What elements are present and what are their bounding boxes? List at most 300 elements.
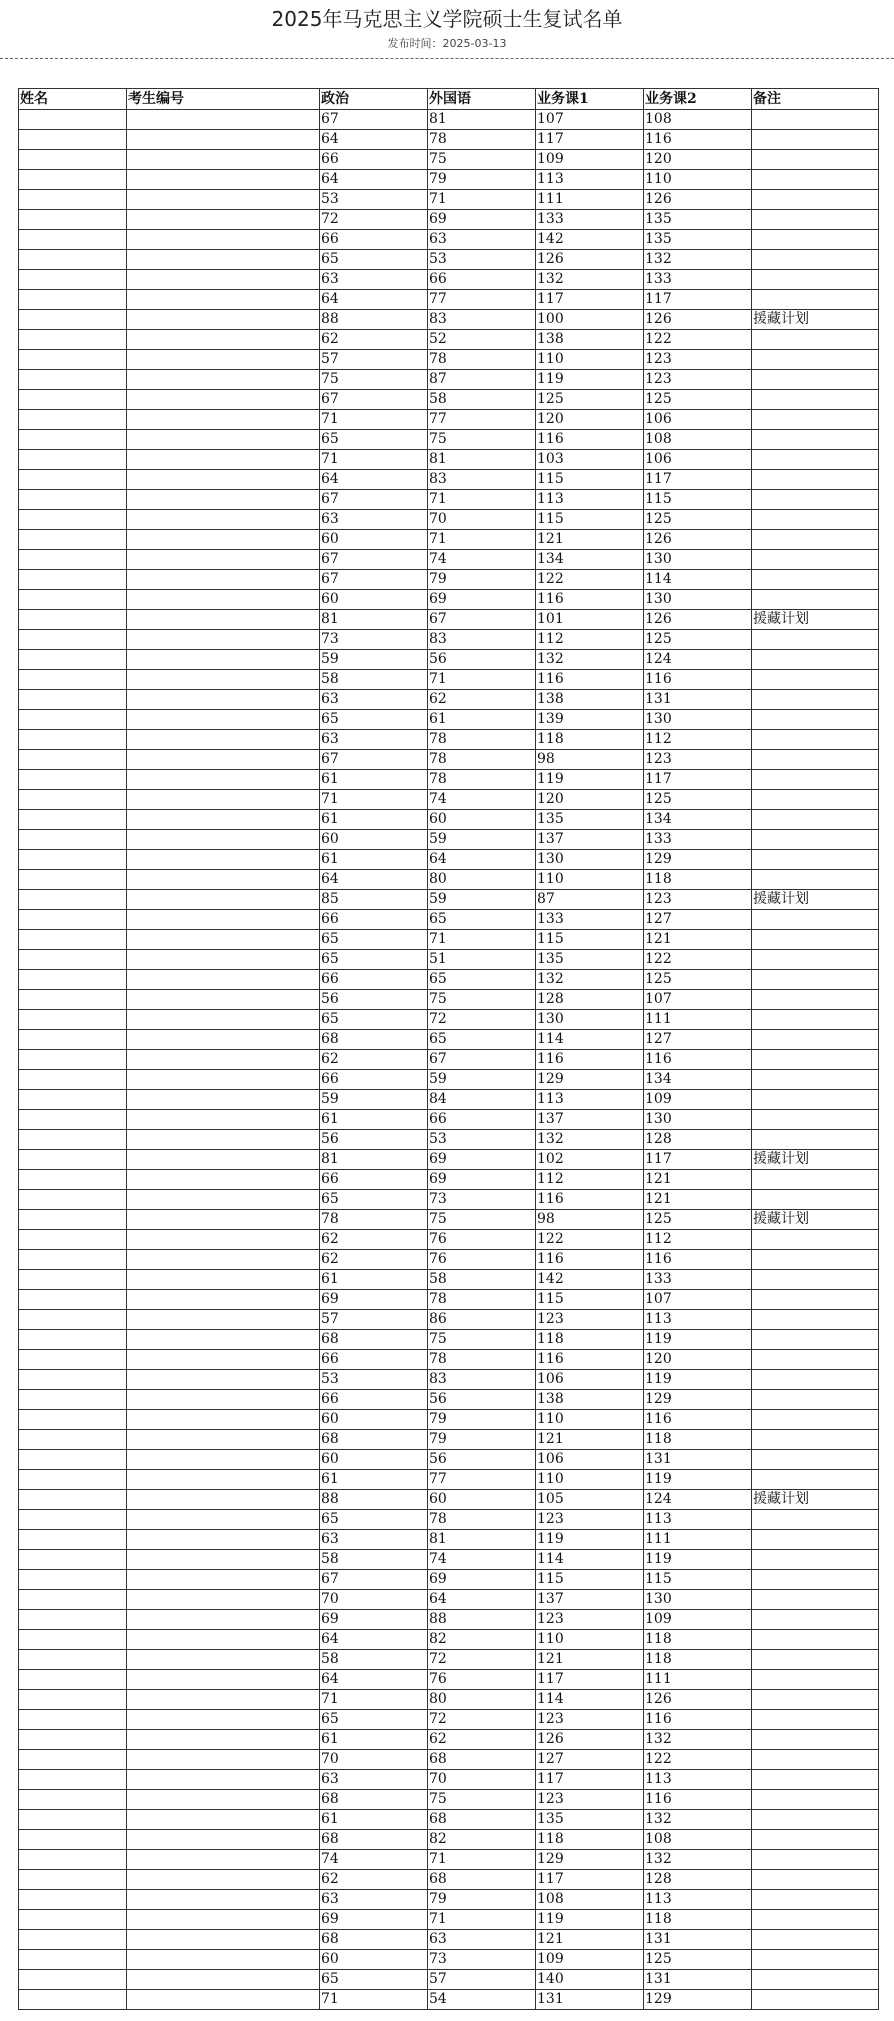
remarks-cell [752, 210, 879, 230]
table-row [19, 870, 879, 890]
table-row [19, 1670, 879, 1690]
subject-2-score-cell: 116 [644, 1250, 752, 1270]
politics-score-cell: 65 [320, 930, 428, 950]
subject-1-score-cell: 115 [536, 1290, 644, 1310]
exam-id-cell [127, 1850, 320, 1870]
candidate-name-cell [19, 1010, 127, 1030]
subject-2-score-cell: 122 [644, 950, 752, 970]
subject-2-score-cell: 109 [644, 1090, 752, 1110]
subject-2-score-cell: 113 [644, 1770, 752, 1790]
subject-1-score-cell: 109 [536, 1950, 644, 1970]
politics-score-cell: 68 [320, 1430, 428, 1450]
remarks-cell [752, 1950, 879, 1970]
remarks-cell: 援藏计划 [752, 890, 879, 910]
subject-2-score-cell: 121 [644, 930, 752, 950]
exam-id-cell [127, 110, 320, 130]
candidate-name-cell [19, 1890, 127, 1910]
subject-1-score-cell: 87 [536, 890, 644, 910]
remarks-cell [752, 1670, 879, 1690]
subject-2-score-cell: 118 [644, 1910, 752, 1930]
table-row [19, 1630, 879, 1650]
candidate-name-cell [19, 1510, 127, 1530]
candidate-name-cell [19, 590, 127, 610]
table-row [19, 1190, 879, 1210]
exam-id-cell [127, 230, 320, 250]
remarks-cell [752, 1550, 879, 1570]
remarks-cell [752, 1270, 879, 1290]
exam-id-cell [127, 570, 320, 590]
remarks-cell [752, 1190, 879, 1210]
exam-id-cell [127, 930, 320, 950]
remarks-cell [752, 1930, 879, 1950]
table-row [19, 210, 879, 230]
subject-2-score-cell: 125 [644, 510, 752, 530]
remarks-cell [752, 1030, 879, 1050]
subject-1-score-cell: 118 [536, 730, 644, 750]
candidate-name-cell [19, 1630, 127, 1650]
candidate-name-cell [19, 190, 127, 210]
table-row [19, 1470, 879, 1490]
candidate-name-cell [19, 1330, 127, 1350]
table-row [19, 1490, 879, 1510]
table-row [19, 1010, 879, 1030]
table-row [19, 1110, 879, 1130]
subject-1-score-cell: 121 [536, 1430, 644, 1450]
column-header-name: 姓名 [19, 89, 127, 110]
exam-id-cell [127, 1290, 320, 1310]
remarks-cell [752, 490, 879, 510]
candidate-name-cell [19, 1590, 127, 1610]
politics-score-cell: 71 [320, 450, 428, 470]
subject-2-score-cell: 126 [644, 610, 752, 630]
candidate-name-cell [19, 1790, 127, 1810]
subject-1-score-cell: 115 [536, 930, 644, 950]
candidate-name-cell [19, 790, 127, 810]
foreign-language-score-cell: 75 [428, 150, 536, 170]
subject-1-score-cell: 110 [536, 1410, 644, 1430]
subject-2-score-cell: 119 [644, 1470, 752, 1490]
subject-1-score-cell: 119 [536, 1910, 644, 1930]
subject-2-score-cell: 118 [644, 1650, 752, 1670]
exam-id-cell [127, 870, 320, 890]
politics-score-cell: 62 [320, 1230, 428, 1250]
politics-score-cell: 66 [320, 230, 428, 250]
foreign-language-score-cell: 76 [428, 1250, 536, 1270]
foreign-language-score-cell: 65 [428, 970, 536, 990]
remarks-cell [752, 130, 879, 150]
foreign-language-score-cell: 70 [428, 510, 536, 530]
foreign-language-score-cell: 79 [428, 1410, 536, 1430]
politics-score-cell: 68 [320, 1830, 428, 1850]
subject-2-score-cell: 122 [644, 330, 752, 350]
foreign-language-score-cell: 52 [428, 330, 536, 350]
politics-score-cell: 61 [320, 1730, 428, 1750]
politics-score-cell: 61 [320, 770, 428, 790]
subject-2-score-cell: 107 [644, 1290, 752, 1310]
politics-score-cell: 60 [320, 1950, 428, 1970]
table-row [19, 610, 879, 630]
remarks-cell [752, 1230, 879, 1250]
politics-score-cell: 67 [320, 490, 428, 510]
exam-id-cell [127, 530, 320, 550]
exam-id-cell [127, 1430, 320, 1450]
politics-score-cell: 56 [320, 990, 428, 1010]
exam-id-cell [127, 1570, 320, 1590]
subject-1-score-cell: 126 [536, 250, 644, 270]
exam-id-cell [127, 990, 320, 1010]
remarks-cell [752, 1690, 879, 1710]
table-row [19, 250, 879, 270]
remarks-cell [752, 630, 879, 650]
candidate-name-cell [19, 530, 127, 550]
table-row [19, 470, 879, 490]
table-row [19, 1090, 879, 1110]
subject-2-score-cell: 120 [644, 1350, 752, 1370]
politics-score-cell: 63 [320, 1530, 428, 1550]
candidate-name-cell [19, 110, 127, 130]
subject-1-score-cell: 135 [536, 810, 644, 830]
exam-id-cell [127, 1690, 320, 1710]
subject-1-score-cell: 115 [536, 1570, 644, 1590]
subject-1-score-cell: 118 [536, 1830, 644, 1850]
foreign-language-score-cell: 83 [428, 310, 536, 330]
candidate-name-cell [19, 1470, 127, 1490]
politics-score-cell: 67 [320, 750, 428, 770]
subject-1-score-cell: 121 [536, 1650, 644, 1670]
table-row [19, 1750, 879, 1770]
subject-1-score-cell: 120 [536, 410, 644, 430]
remarks-cell [752, 810, 879, 830]
table-row [19, 1270, 879, 1290]
subject-1-score-cell: 113 [536, 170, 644, 190]
subject-1-score-cell: 113 [536, 490, 644, 510]
table-row [19, 1570, 879, 1590]
candidate-name-cell [19, 1370, 127, 1390]
politics-score-cell: 67 [320, 550, 428, 570]
table-row [19, 770, 879, 790]
subject-2-score-cell: 130 [644, 710, 752, 730]
exam-id-cell [127, 1610, 320, 1630]
remarks-cell [752, 270, 879, 290]
subject-1-score-cell: 129 [536, 1850, 644, 1870]
foreign-language-score-cell: 88 [428, 1610, 536, 1630]
exam-id-cell [127, 950, 320, 970]
subject-1-score-cell: 126 [536, 1730, 644, 1750]
remarks-cell [752, 1910, 879, 1930]
subject-2-score-cell: 129 [644, 1990, 752, 2010]
remarks-cell [752, 1590, 879, 1610]
candidate-name-cell [19, 1110, 127, 1130]
subject-2-score-cell: 118 [644, 870, 752, 890]
subject-2-score-cell: 121 [644, 1190, 752, 1210]
exam-id-cell [127, 370, 320, 390]
exam-id-cell [127, 1130, 320, 1150]
exam-id-cell [127, 1990, 320, 2010]
subject-2-score-cell: 133 [644, 1270, 752, 1290]
subject-2-score-cell: 111 [644, 1670, 752, 1690]
foreign-language-score-cell: 71 [428, 1850, 536, 1870]
foreign-language-score-cell: 82 [428, 1830, 536, 1850]
remarks-cell [752, 510, 879, 530]
subject-2-score-cell: 135 [644, 230, 752, 250]
candidate-name-cell [19, 950, 127, 970]
subject-1-score-cell: 98 [536, 1210, 644, 1230]
column-header-subject-2: 业务课2 [644, 89, 752, 110]
remarks-cell [752, 790, 879, 810]
exam-id-cell [127, 1950, 320, 1970]
foreign-language-score-cell: 62 [428, 1730, 536, 1750]
table-row [19, 1150, 879, 1170]
subject-1-score-cell: 139 [536, 710, 644, 730]
subject-2-score-cell: 107 [644, 990, 752, 1010]
subject-1-score-cell: 110 [536, 870, 644, 890]
politics-score-cell: 88 [320, 310, 428, 330]
remarks-cell [752, 1370, 879, 1390]
candidate-name-cell [19, 1390, 127, 1410]
table-row [19, 1990, 879, 2010]
remarks-cell [752, 750, 879, 770]
politics-score-cell: 65 [320, 250, 428, 270]
candidate-name-cell [19, 970, 127, 990]
subject-1-score-cell: 117 [536, 130, 644, 150]
table-row [19, 1410, 879, 1430]
remarks-cell [752, 1410, 879, 1430]
candidate-name-cell [19, 1850, 127, 1870]
exam-id-cell [127, 1910, 320, 1930]
politics-score-cell: 63 [320, 690, 428, 710]
foreign-language-score-cell: 61 [428, 710, 536, 730]
subject-1-score-cell: 116 [536, 670, 644, 690]
subject-2-score-cell: 131 [644, 690, 752, 710]
subject-2-score-cell: 122 [644, 1750, 752, 1770]
subject-2-score-cell: 108 [644, 110, 752, 130]
foreign-language-score-cell: 77 [428, 1470, 536, 1490]
foreign-language-score-cell: 78 [428, 130, 536, 150]
foreign-language-score-cell: 78 [428, 1290, 536, 1310]
subject-2-score-cell: 132 [644, 250, 752, 270]
table-header-row [19, 89, 879, 110]
candidate-name-cell [19, 570, 127, 590]
candidate-name-cell [19, 1530, 127, 1550]
table-row [19, 490, 879, 510]
subject-1-score-cell: 123 [536, 1310, 644, 1330]
exam-id-cell [127, 1810, 320, 1830]
candidate-name-cell [19, 1210, 127, 1230]
candidate-name-cell [19, 490, 127, 510]
subject-1-score-cell: 112 [536, 630, 644, 650]
subject-2-score-cell: 123 [644, 890, 752, 910]
exam-id-cell [127, 710, 320, 730]
foreign-language-score-cell: 63 [428, 230, 536, 250]
foreign-language-score-cell: 75 [428, 990, 536, 1010]
remarks-cell [752, 850, 879, 870]
subject-2-score-cell: 128 [644, 1870, 752, 1890]
remarks-cell [752, 550, 879, 570]
subject-2-score-cell: 133 [644, 270, 752, 290]
politics-score-cell: 78 [320, 1210, 428, 1230]
exam-id-cell [127, 1030, 320, 1050]
candidate-name-cell [19, 1570, 127, 1590]
foreign-language-score-cell: 68 [428, 1810, 536, 1830]
subject-1-score-cell: 108 [536, 1890, 644, 1910]
table-row [19, 1970, 879, 1990]
remarks-cell [752, 710, 879, 730]
remarks-cell [752, 170, 879, 190]
candidate-name-cell [19, 1250, 127, 1270]
table-row [19, 1590, 879, 1610]
table-row [19, 1550, 879, 1570]
candidate-name-cell [19, 1770, 127, 1790]
subject-2-score-cell: 134 [644, 1070, 752, 1090]
subject-1-score-cell: 134 [536, 550, 644, 570]
foreign-language-score-cell: 65 [428, 1030, 536, 1050]
foreign-language-score-cell: 64 [428, 850, 536, 870]
remarks-cell [752, 1170, 879, 1190]
foreign-language-score-cell: 59 [428, 830, 536, 850]
politics-score-cell: 60 [320, 1450, 428, 1470]
remarks-cell [752, 1430, 879, 1450]
subject-2-score-cell: 116 [644, 130, 752, 150]
subject-1-score-cell: 123 [536, 1710, 644, 1730]
foreign-language-score-cell: 58 [428, 1270, 536, 1290]
table-row [19, 1050, 879, 1070]
politics-score-cell: 56 [320, 1130, 428, 1150]
politics-score-cell: 62 [320, 330, 428, 350]
exam-id-cell [127, 830, 320, 850]
exam-id-cell [127, 170, 320, 190]
foreign-language-score-cell: 77 [428, 290, 536, 310]
subject-1-score-cell: 115 [536, 470, 644, 490]
exam-id-cell [127, 470, 320, 490]
subject-1-score-cell: 111 [536, 190, 644, 210]
foreign-language-score-cell: 72 [428, 1010, 536, 1030]
subject-2-score-cell: 129 [644, 850, 752, 870]
table-row [19, 1510, 879, 1530]
subject-1-score-cell: 135 [536, 1810, 644, 1830]
candidate-name-cell [19, 250, 127, 270]
subject-1-score-cell: 114 [536, 1030, 644, 1050]
candidate-name-cell [19, 730, 127, 750]
publish-label: 发布时间： [387, 37, 443, 50]
candidate-name-cell [19, 1670, 127, 1690]
table-row [19, 1130, 879, 1150]
subject-2-score-cell: 109 [644, 1610, 752, 1630]
candidate-name-cell [19, 870, 127, 890]
remarks-cell: 援藏计划 [752, 1490, 879, 1510]
exam-id-cell [127, 450, 320, 470]
table-row [19, 990, 879, 1010]
foreign-language-score-cell: 68 [428, 1870, 536, 1890]
candidate-name-cell [19, 990, 127, 1010]
table-row [19, 890, 879, 910]
subject-2-score-cell: 112 [644, 1230, 752, 1250]
politics-score-cell: 63 [320, 510, 428, 530]
candidate-name-cell [19, 550, 127, 570]
table-row [19, 290, 879, 310]
table-row [19, 570, 879, 590]
table-row [19, 550, 879, 570]
candidate-name-cell [19, 890, 127, 910]
subject-2-score-cell: 128 [644, 1130, 752, 1150]
politics-score-cell: 53 [320, 190, 428, 210]
subject-2-score-cell: 119 [644, 1550, 752, 1570]
subject-1-score-cell: 132 [536, 970, 644, 990]
exam-id-cell [127, 630, 320, 650]
subject-1-score-cell: 103 [536, 450, 644, 470]
table-row [19, 810, 879, 830]
exam-id-cell [127, 770, 320, 790]
subject-2-score-cell: 126 [644, 530, 752, 550]
subject-1-score-cell: 132 [536, 650, 644, 670]
subject-2-score-cell: 106 [644, 450, 752, 470]
table-row [19, 1430, 879, 1450]
subject-1-score-cell: 117 [536, 1670, 644, 1690]
remarks-cell [752, 450, 879, 470]
subject-1-score-cell: 116 [536, 1190, 644, 1210]
column-header-subject-1: 业务课1 [536, 89, 644, 110]
table-row [19, 1890, 879, 1910]
subject-1-score-cell: 100 [536, 310, 644, 330]
subject-1-score-cell: 133 [536, 910, 644, 930]
politics-score-cell: 71 [320, 790, 428, 810]
candidate-name-cell [19, 1830, 127, 1850]
remarks-cell [752, 110, 879, 130]
candidate-name-cell [19, 1450, 127, 1470]
subject-2-score-cell: 126 [644, 310, 752, 330]
remarks-cell [752, 190, 879, 210]
subject-1-score-cell: 110 [536, 350, 644, 370]
politics-score-cell: 72 [320, 210, 428, 230]
politics-score-cell: 85 [320, 890, 428, 910]
remarks-cell [752, 370, 879, 390]
table-row [19, 1250, 879, 1270]
politics-score-cell: 65 [320, 1970, 428, 1990]
remarks-cell [752, 970, 879, 990]
table-row [19, 1770, 879, 1790]
foreign-language-score-cell: 58 [428, 390, 536, 410]
subject-2-score-cell: 125 [644, 1950, 752, 1970]
table-row [19, 1790, 879, 1810]
exam-id-cell [127, 1870, 320, 1890]
politics-score-cell: 66 [320, 1350, 428, 1370]
subject-1-score-cell: 116 [536, 1250, 644, 1270]
remarks-cell [752, 870, 879, 890]
foreign-language-score-cell: 66 [428, 1110, 536, 1130]
score-table-body [19, 110, 879, 2010]
subject-1-score-cell: 137 [536, 830, 644, 850]
subject-2-score-cell: 119 [644, 1330, 752, 1350]
candidate-name-cell [19, 410, 127, 430]
exam-id-cell [127, 350, 320, 370]
subject-1-score-cell: 127 [536, 1750, 644, 1770]
remarks-cell [752, 390, 879, 410]
exam-id-cell [127, 310, 320, 330]
remarks-cell [752, 930, 879, 950]
foreign-language-score-cell: 74 [428, 550, 536, 570]
subject-2-score-cell: 116 [644, 1710, 752, 1730]
politics-score-cell: 70 [320, 1590, 428, 1610]
candidate-name-cell [19, 630, 127, 650]
subject-2-score-cell: 131 [644, 1450, 752, 1470]
table-row [19, 1450, 879, 1470]
foreign-language-score-cell: 86 [428, 1310, 536, 1330]
remarks-cell [752, 1390, 879, 1410]
foreign-language-score-cell: 69 [428, 210, 536, 230]
table-row [19, 1330, 879, 1350]
subject-2-score-cell: 111 [644, 1530, 752, 1550]
candidate-name-cell [19, 430, 127, 450]
exam-id-cell [127, 1390, 320, 1410]
